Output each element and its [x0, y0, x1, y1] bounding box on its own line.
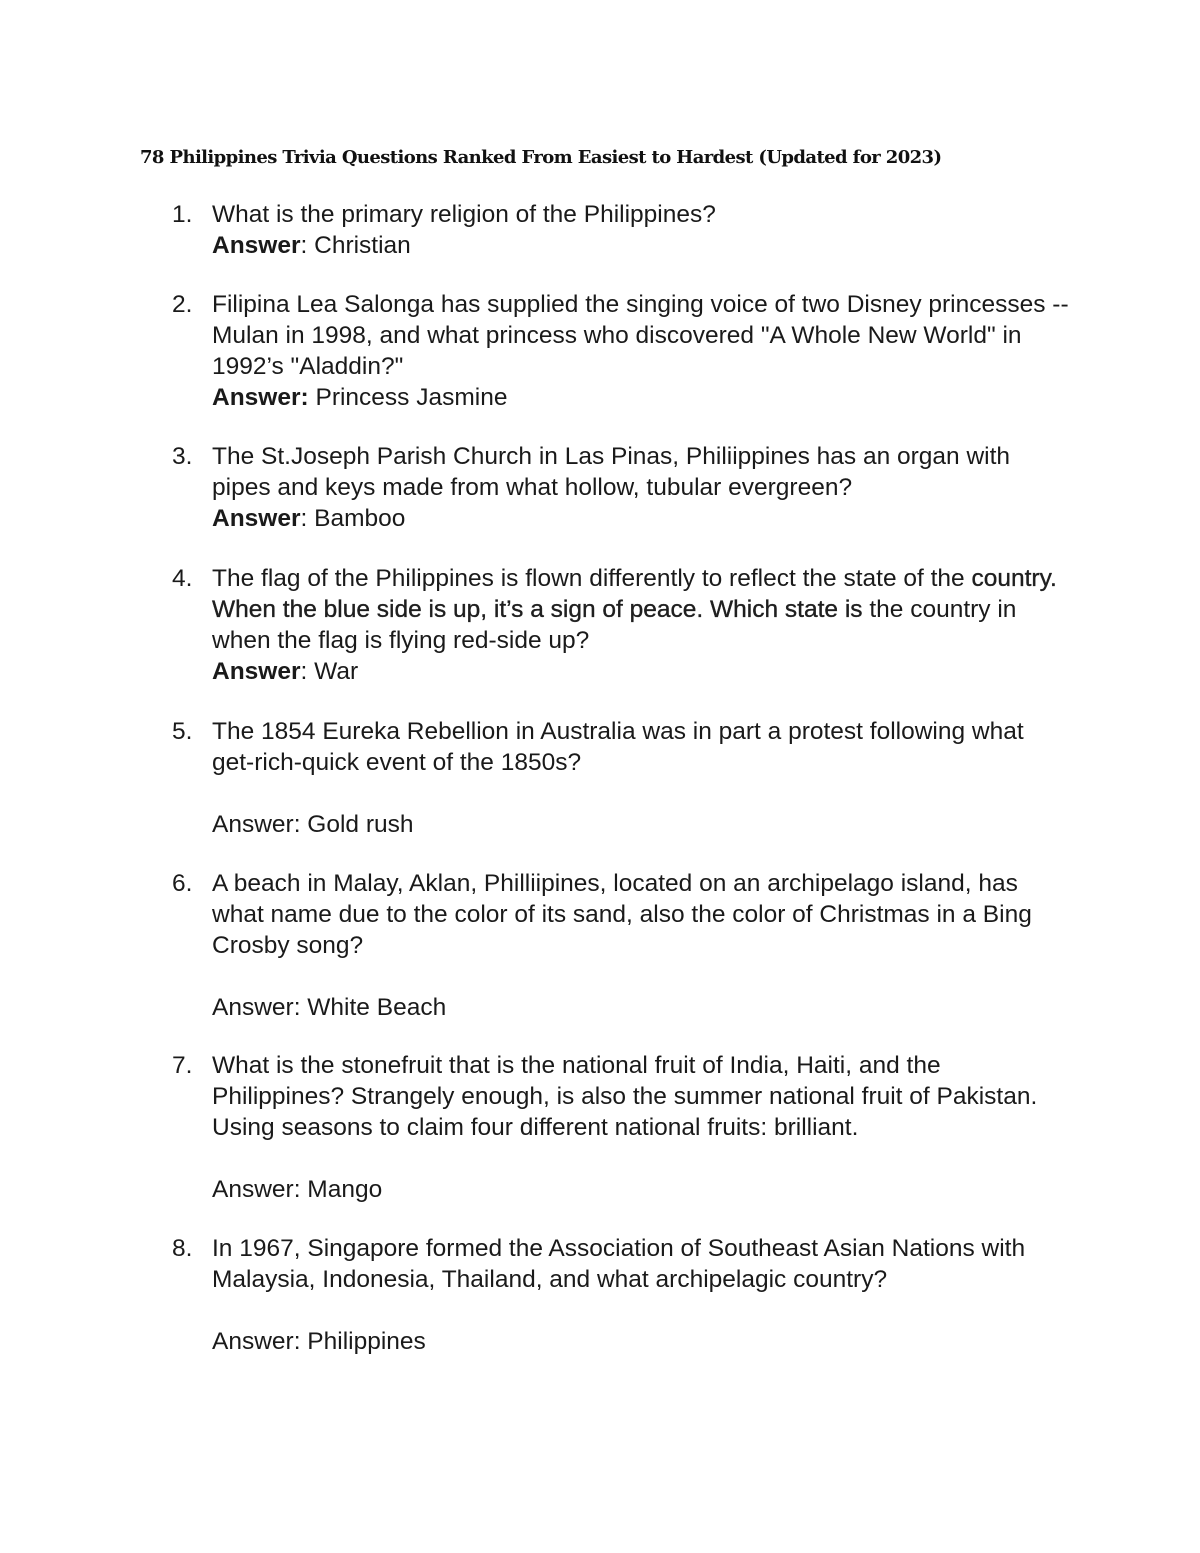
question-item-4 [172, 563, 1072, 687]
question-text: What is the stonefruit that is the national fruit of India, Haiti, and the Philippines? Strangely enough, is also the summer national fruit of Pakistan. Using seasons to claim four different national fruits: brilliant. [212, 1052, 1038, 1141]
answer-label: Answer [212, 232, 301, 259]
answer-label: Answer: [212, 384, 309, 411]
answer-separator: : [300, 505, 315, 532]
answer-value: Bamboo [314, 505, 406, 532]
question-body [212, 868, 1072, 1023]
question-text-start: The flag of the Philippines is flown differently to reflect the state of the [212, 565, 972, 592]
question-number: 7. [172, 1052, 193, 1079]
answer-line [212, 382, 1072, 413]
question-item-5 [172, 716, 1072, 840]
question-text: In 1967, Singapore formed the Association of Southeast Asian Nations with Malaysia, Indonesia, Thailand, and what archipelagic country? [212, 1235, 1026, 1293]
answer-line: Answer: Mango [212, 1176, 383, 1203]
question-text-emphasis: country. When the blue side is up, it’s a sign of peace. Which state is [212, 565, 1057, 623]
question-text: The 1854 Eureka Rebellion in Australia was in part a protest following what get-rich-quick event of the 1850s? [212, 718, 1024, 776]
question-text [212, 563, 1072, 656]
question-body [212, 1233, 1072, 1357]
question-number: 6. [172, 870, 193, 897]
question-item-8 [172, 1233, 1072, 1357]
question-item-7 [172, 1050, 1072, 1205]
answer-line: Answer: White Beach [212, 994, 447, 1021]
question-body [212, 441, 1072, 534]
question-number: 4. [172, 565, 193, 592]
answer-line: Answer: Philippines [212, 1328, 426, 1355]
answer-label: Answer [212, 658, 301, 685]
question-text-end: the country in when the flag is flying red-side up? [212, 596, 1017, 654]
question-number: 5. [172, 718, 193, 745]
answer-line [212, 230, 1072, 261]
answer-value: War [314, 658, 359, 685]
question-number: 8. [172, 1235, 193, 1262]
document-title: 78 Philippines Trivia Questions Ranked From Easiest to Hardest (Updated for 2023) [140, 147, 942, 168]
question-text: A beach in Malay, Aklan, Philliipines, located on an archipelago island, has what name due to the color of its sand, also the color of Christmas in a Bing Crosby song? [212, 870, 1032, 959]
question-number: 3. [172, 443, 193, 470]
answer-label: Answer [212, 505, 301, 532]
question-body [212, 716, 1072, 840]
question-text: Filipina Lea Salonga has supplied the singing voice of two Disney princesses -- Mulan in 1998, and what princess who discovered "A Whole New World" in 1992’s "Aladdin?" [212, 291, 1069, 380]
question-number: 2. [172, 291, 193, 318]
question-item-3 [172, 441, 1072, 534]
question-number: 1. [172, 201, 193, 228]
question-body [212, 199, 1072, 261]
question-body [212, 289, 1072, 413]
answer-separator: : [300, 232, 315, 259]
answer-separator: : [300, 658, 315, 685]
answer-line: Answer: Gold rush [212, 811, 414, 838]
question-item-6 [172, 868, 1072, 1023]
answer-value: Princess Jasmine [315, 384, 508, 411]
question-text: What is the primary religion of the Philippines? [212, 201, 716, 228]
question-item-1 [172, 199, 1072, 261]
answer-line [212, 503, 1072, 534]
answer-line [212, 656, 1072, 687]
answer-value: Christian [314, 232, 411, 259]
question-item-2 [172, 289, 1072, 413]
question-text: The St.Joseph Parish Church in Las Pinas, Philiippines has an organ with pipes and keys made from what hollow, tubular evergreen? [212, 443, 1011, 501]
question-body [212, 1050, 1072, 1205]
question-body [212, 563, 1072, 687]
